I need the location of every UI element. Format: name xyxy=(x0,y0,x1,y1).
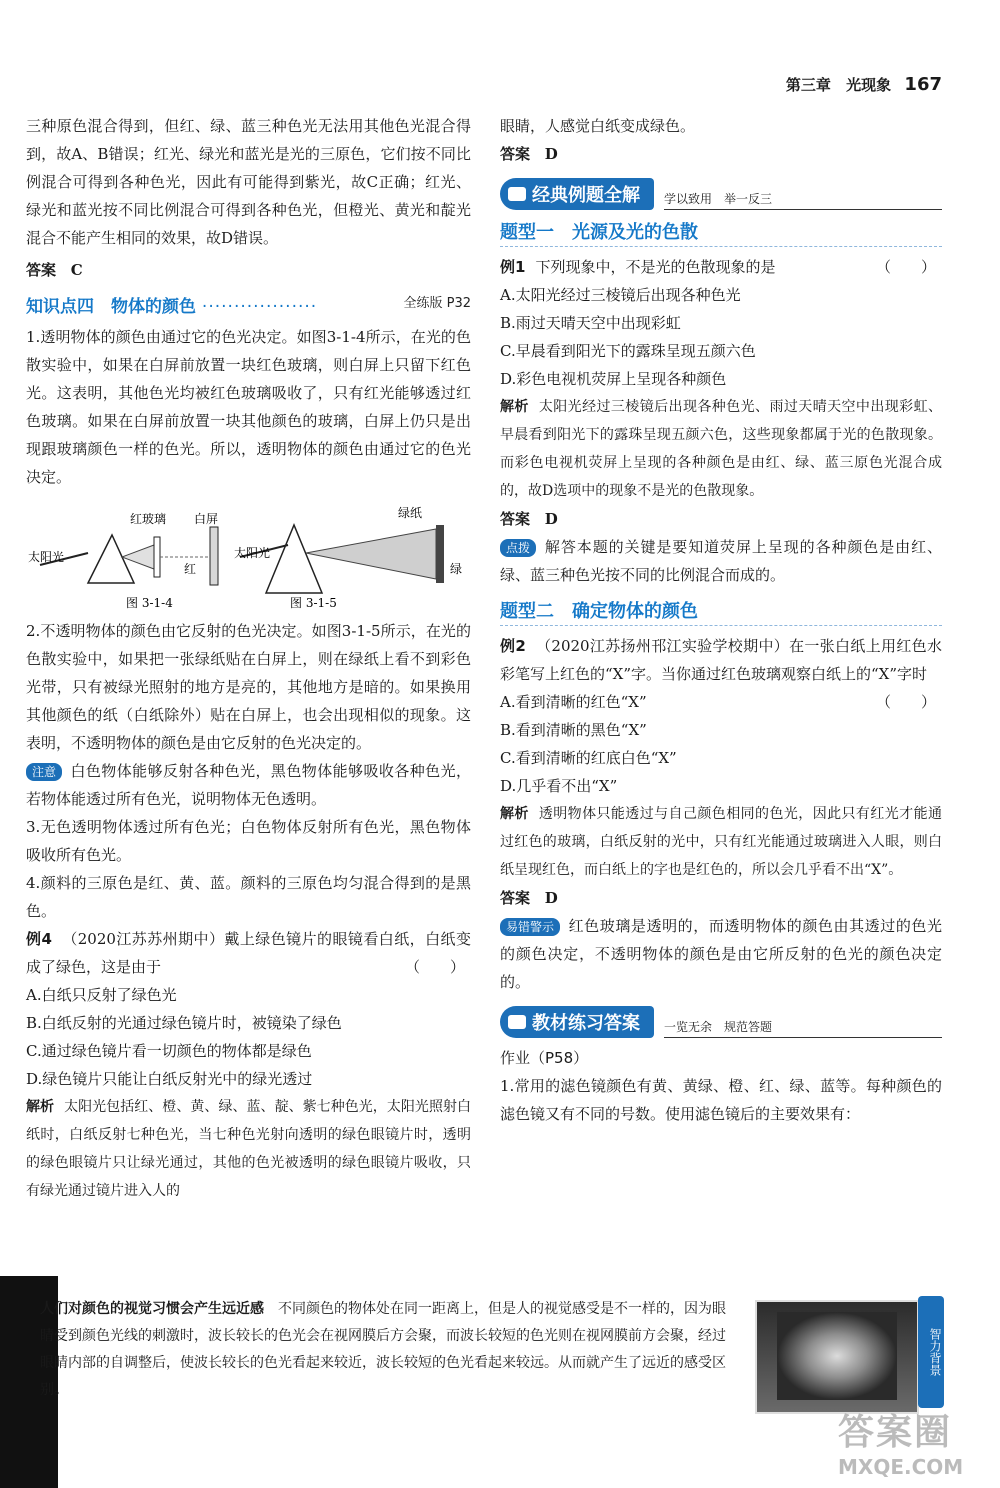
warning-tag: 易错警示 xyxy=(500,918,560,936)
answer-paren: （ ） xyxy=(875,258,936,276)
example-1 xyxy=(500,253,942,281)
watermark-logo xyxy=(838,1404,990,1479)
chapter-title: 光现象 xyxy=(846,76,892,94)
note-paragraph xyxy=(26,757,471,813)
banner-title: 经典例题全解 xyxy=(532,185,640,206)
figures xyxy=(26,495,471,613)
fig1-glass-label: 红玻璃 xyxy=(130,512,167,526)
warning-paragraph xyxy=(500,912,942,996)
right-column xyxy=(500,112,942,1128)
example-4-option-a: A.白纸只反射了绿色光 xyxy=(26,986,177,1004)
continued-text: 眼睛，人感觉白纸变成绿色。 xyxy=(500,117,696,135)
left-column xyxy=(26,112,471,1205)
example-1-option-a: A.太阳光经过三棱镜后出现各种色光 xyxy=(500,286,741,304)
speaker-icon xyxy=(508,1015,526,1029)
fig2-caption: 图 3-1-5 xyxy=(290,596,337,610)
point-4: 4.颜料的三原色是红、黄、蓝。颜料的三原色均匀混合得到的是黑色。 xyxy=(26,874,471,920)
analysis-text: 太阳光经过三棱镜后出现各种色光、雨过天晴天空中出现彩虹、早晨看到阳光下的露珠呈现五颜六色，这些现象都属于光的色散现象。而彩色电视机荧屏上呈现的各种颜色是由红、绿、蓝三原色光混合成的，故D选项中的现象不是光的色散现象。 xyxy=(500,399,942,499)
prism-2 xyxy=(266,525,322,593)
example-4 xyxy=(26,925,471,981)
answer-value: D xyxy=(544,145,558,163)
answer-label: 答案 xyxy=(500,510,531,528)
intro-paragraph: 三种原色混合得到，但红、绿、蓝三种色光无法用其他色光混合得到，故A、B错误；红光、绿光和蓝光是光的三原色，它们按不同比例混合可得到各种色光，因此有可能得到紫光，故C正确；红光、绿光和蓝光按不同比例混合可得到各种色光，但橙光、黄光和靛光混合不能产生相同的效果，故D错误。 xyxy=(26,117,471,247)
page-header xyxy=(786,74,942,95)
spectrum-2 xyxy=(306,529,436,579)
example-1-analysis xyxy=(500,393,942,505)
banner-title: 教材练习答案 xyxy=(532,1013,640,1034)
background-text: 不同颜色的物体处在同一距离上，但是人的视觉感受是不一样的，因为眼睛受到颜色光线的刺激时，波长较长的色光会在视网膜后方会聚，而波长较短的色光则在视网膜前方会聚，经过眼睛内部的自调整后，使波长较长的色光看起来较近，波长较短的色光看起来较远。从而就产生了远近的感受区别。 xyxy=(40,1301,726,1398)
corridor-image xyxy=(777,1312,897,1400)
note-text: 白色物体能够反射各种色光，黑色物体能够吸收各种色光，若物体能透过所有色光，说明物体无色透明。 xyxy=(26,762,471,808)
note-tag: 注意 xyxy=(26,763,62,781)
knowledge-section-title xyxy=(26,292,471,317)
analysis-label: 解析 xyxy=(500,399,529,415)
answer-line-0 xyxy=(500,140,942,168)
example-2-option-a: A.看到清晰的红色“X” xyxy=(500,693,647,711)
section-ref: 全练版 P32 xyxy=(403,296,471,311)
figure-3-1-5 xyxy=(234,506,462,610)
fig1-caption: 图 3-1-4 xyxy=(126,596,173,610)
fig2-sun-label: 太阳光 xyxy=(234,546,271,560)
banner-subtitle: 学以致用 举一反三 xyxy=(664,190,942,210)
examples-banner xyxy=(500,178,942,210)
example-4-option-c: C.通过绿色镜片看一切颜色的物体都是绿色 xyxy=(26,1042,312,1060)
spectrum-1 xyxy=(122,545,154,569)
fig1-red-label: 红 xyxy=(184,562,197,576)
example-1-option-c: C.早晨看到阳光下的露珠呈现五颜六色 xyxy=(500,342,756,360)
textbook-answers-banner xyxy=(500,1006,942,1038)
point-2: 2.不透明物体的颜色由它反射的色光决定。如图3-1-5所示，在光的色散实验中，如果把一张绿纸贴在白屏上，则在绿纸上看不到彩色光带，只有被绿光照射的地方是亮的，其他地方是暗的。如果换用其他颜色的纸（白纸除外）贴在白屏上，也会出现相似的现象。这表明，不透明物体的颜色是由它反射的色光决定的。 xyxy=(26,622,471,752)
example-4-analysis xyxy=(26,1093,471,1205)
example-1-option-b: B.雨过天晴天空中出现彩虹 xyxy=(500,314,681,332)
warning-text: 红色玻璃是透明的，而透明物体的颜色由其透过的色光的颜色决定，不透明物体的颜色是由它所反射的色光的颜色决定的。 xyxy=(500,917,942,991)
example-1-label: 例1 xyxy=(500,258,526,276)
example-4-option-b: B.白纸反射的光通过绿色镜片时，被镜染了绿色 xyxy=(26,1014,342,1032)
example-4-question: （2020江苏苏州期中）戴上绿色镜片的眼镜看白纸，白纸变成了绿色，这是由于 xyxy=(26,930,471,976)
speaker-icon xyxy=(508,187,526,201)
example-2-label: 例2 xyxy=(500,637,526,655)
example-2-question: （2020江苏扬州邗江实验学校期中）在一张白纸上用红色水彩笔写上红色的“X”字。当你通过红色玻璃观察白纸上的“X”字时 xyxy=(500,637,942,683)
tip-paragraph xyxy=(500,533,942,589)
answer-value: D xyxy=(544,510,558,528)
prism-figures xyxy=(26,495,471,613)
section-title: 知识点四 物体的颜色 xyxy=(26,297,196,317)
background-knowledge-box xyxy=(40,1296,730,1404)
analysis-text: 太阳光包括红、橙、黄、绿、蓝、靛、紫七种色光，太阳光照射白纸时，白纸反射七种色光，当七种色光射向透明的绿色眼镜片时，透明的绿色眼镜片只让绿光通过，其他的色光被透明的绿色眼镜片吸收，只有绿光通过镜片进入人的 xyxy=(26,1099,472,1199)
fig2-paper-label: 绿纸 xyxy=(398,506,423,520)
answer-value: D xyxy=(544,889,558,907)
watermark-text: 答案圈 xyxy=(838,1412,953,1453)
fig2-green-label: 绿 xyxy=(450,562,463,576)
example-1-option-d: D.彩色电视机荧屏上呈现各种颜色 xyxy=(500,370,727,388)
homework-answer-1: 1.常用的滤色镜颜色有黄、黄绿、橙、红、绿、蓝等。每种颜色的滤色镜又有不同的号数。使用滤色镜后的主要效果有： xyxy=(500,1077,942,1123)
example-4-label: 例4 xyxy=(26,930,52,948)
fig1-sun-label: 太阳光 xyxy=(28,550,65,564)
answer-label: 答案 xyxy=(26,261,57,279)
example-2-option-c: C.看到清晰的红底白色“X” xyxy=(500,749,677,767)
point-1: 1.透明物体的颜色由通过它的色光决定。如图3-1-4所示，在光的色散实验中，如果在白屏前放置一块红色玻璃，则白屏上只留下红色光。这表明，其他色光均被红色玻璃吸收了，只有红光能够透过红色玻璃。如果在白屏前放置一块其他颜色的玻璃，白屏上仍只是出现跟玻璃颜色一样的色光。所以，透明物体的颜色由通过它的色光决定。 xyxy=(26,328,471,486)
answer-label: 答案 xyxy=(500,145,531,163)
answer-paren: （ ） xyxy=(875,693,936,711)
background-title: 人们对颜色的视觉习惯会产生远近感 xyxy=(40,1301,264,1317)
example-1-question: 下列现象中，不是光的色散现象的是 xyxy=(535,258,776,276)
example-2-analysis xyxy=(500,800,942,884)
red-glass xyxy=(154,537,160,577)
answer-value: C xyxy=(70,261,83,279)
answer-line xyxy=(26,256,471,284)
banner-pill xyxy=(500,178,654,210)
answer-line-1 xyxy=(500,505,942,533)
analysis-label: 解析 xyxy=(500,806,529,822)
analysis-label: 解析 xyxy=(26,1099,55,1115)
example-4-option-d: D.绿色镜片只能让白纸反射光中的绿光透过 xyxy=(26,1070,313,1088)
answer-label: 答案 xyxy=(500,889,531,907)
side-tag: 智力背景 xyxy=(918,1296,944,1408)
homework-title: 作业（P58） xyxy=(500,1049,589,1067)
fig1-screen-label: 白屏 xyxy=(194,512,219,526)
corridor-photo xyxy=(755,1300,919,1414)
example-2-option-b: B.看到清晰的黑色“X” xyxy=(500,721,647,739)
tip-text: 解答本题的关键是要知道荧屏上呈现的各种颜色是由红、绿、蓝三种色光按不同的比例混合而成的。 xyxy=(500,538,942,584)
watermark-url: MXQE.COM xyxy=(838,1455,964,1479)
type-2-title: 题型二 确定物体的颜色 xyxy=(500,597,942,626)
answer-line-2 xyxy=(500,884,942,912)
tip-tag: 点拨 xyxy=(500,539,536,557)
answer-paren: （ ） xyxy=(404,958,465,976)
point-3: 3.无色透明物体透过所有色光；白色物体反射所有色光，黑色物体吸收所有色光。 xyxy=(26,818,471,864)
analysis-text: 透明物体只能透过与自己颜色相同的色光，因此只有红光才能通过红色的玻璃，白纸反射的光中，只有红光能通过玻璃进入人眼，则白纸呈现红色，而白纸上的字也是红色的，所以会几乎看不出“X”。 xyxy=(500,806,942,878)
type-1-title: 题型一 光源及光的色散 xyxy=(500,218,942,247)
figure-3-1-4 xyxy=(28,511,218,610)
banner-subtitle: 一览无余 规范答题 xyxy=(664,1018,942,1038)
banner-pill xyxy=(500,1006,654,1038)
white-screen-1 xyxy=(210,527,218,585)
example-2-option-d: D.几乎看不出“X” xyxy=(500,777,618,795)
chapter-label: 第三章 xyxy=(785,76,831,94)
green-paper-screen xyxy=(436,525,444,583)
section-dots: ·················· xyxy=(201,297,318,317)
page-number: 167 xyxy=(904,74,942,95)
